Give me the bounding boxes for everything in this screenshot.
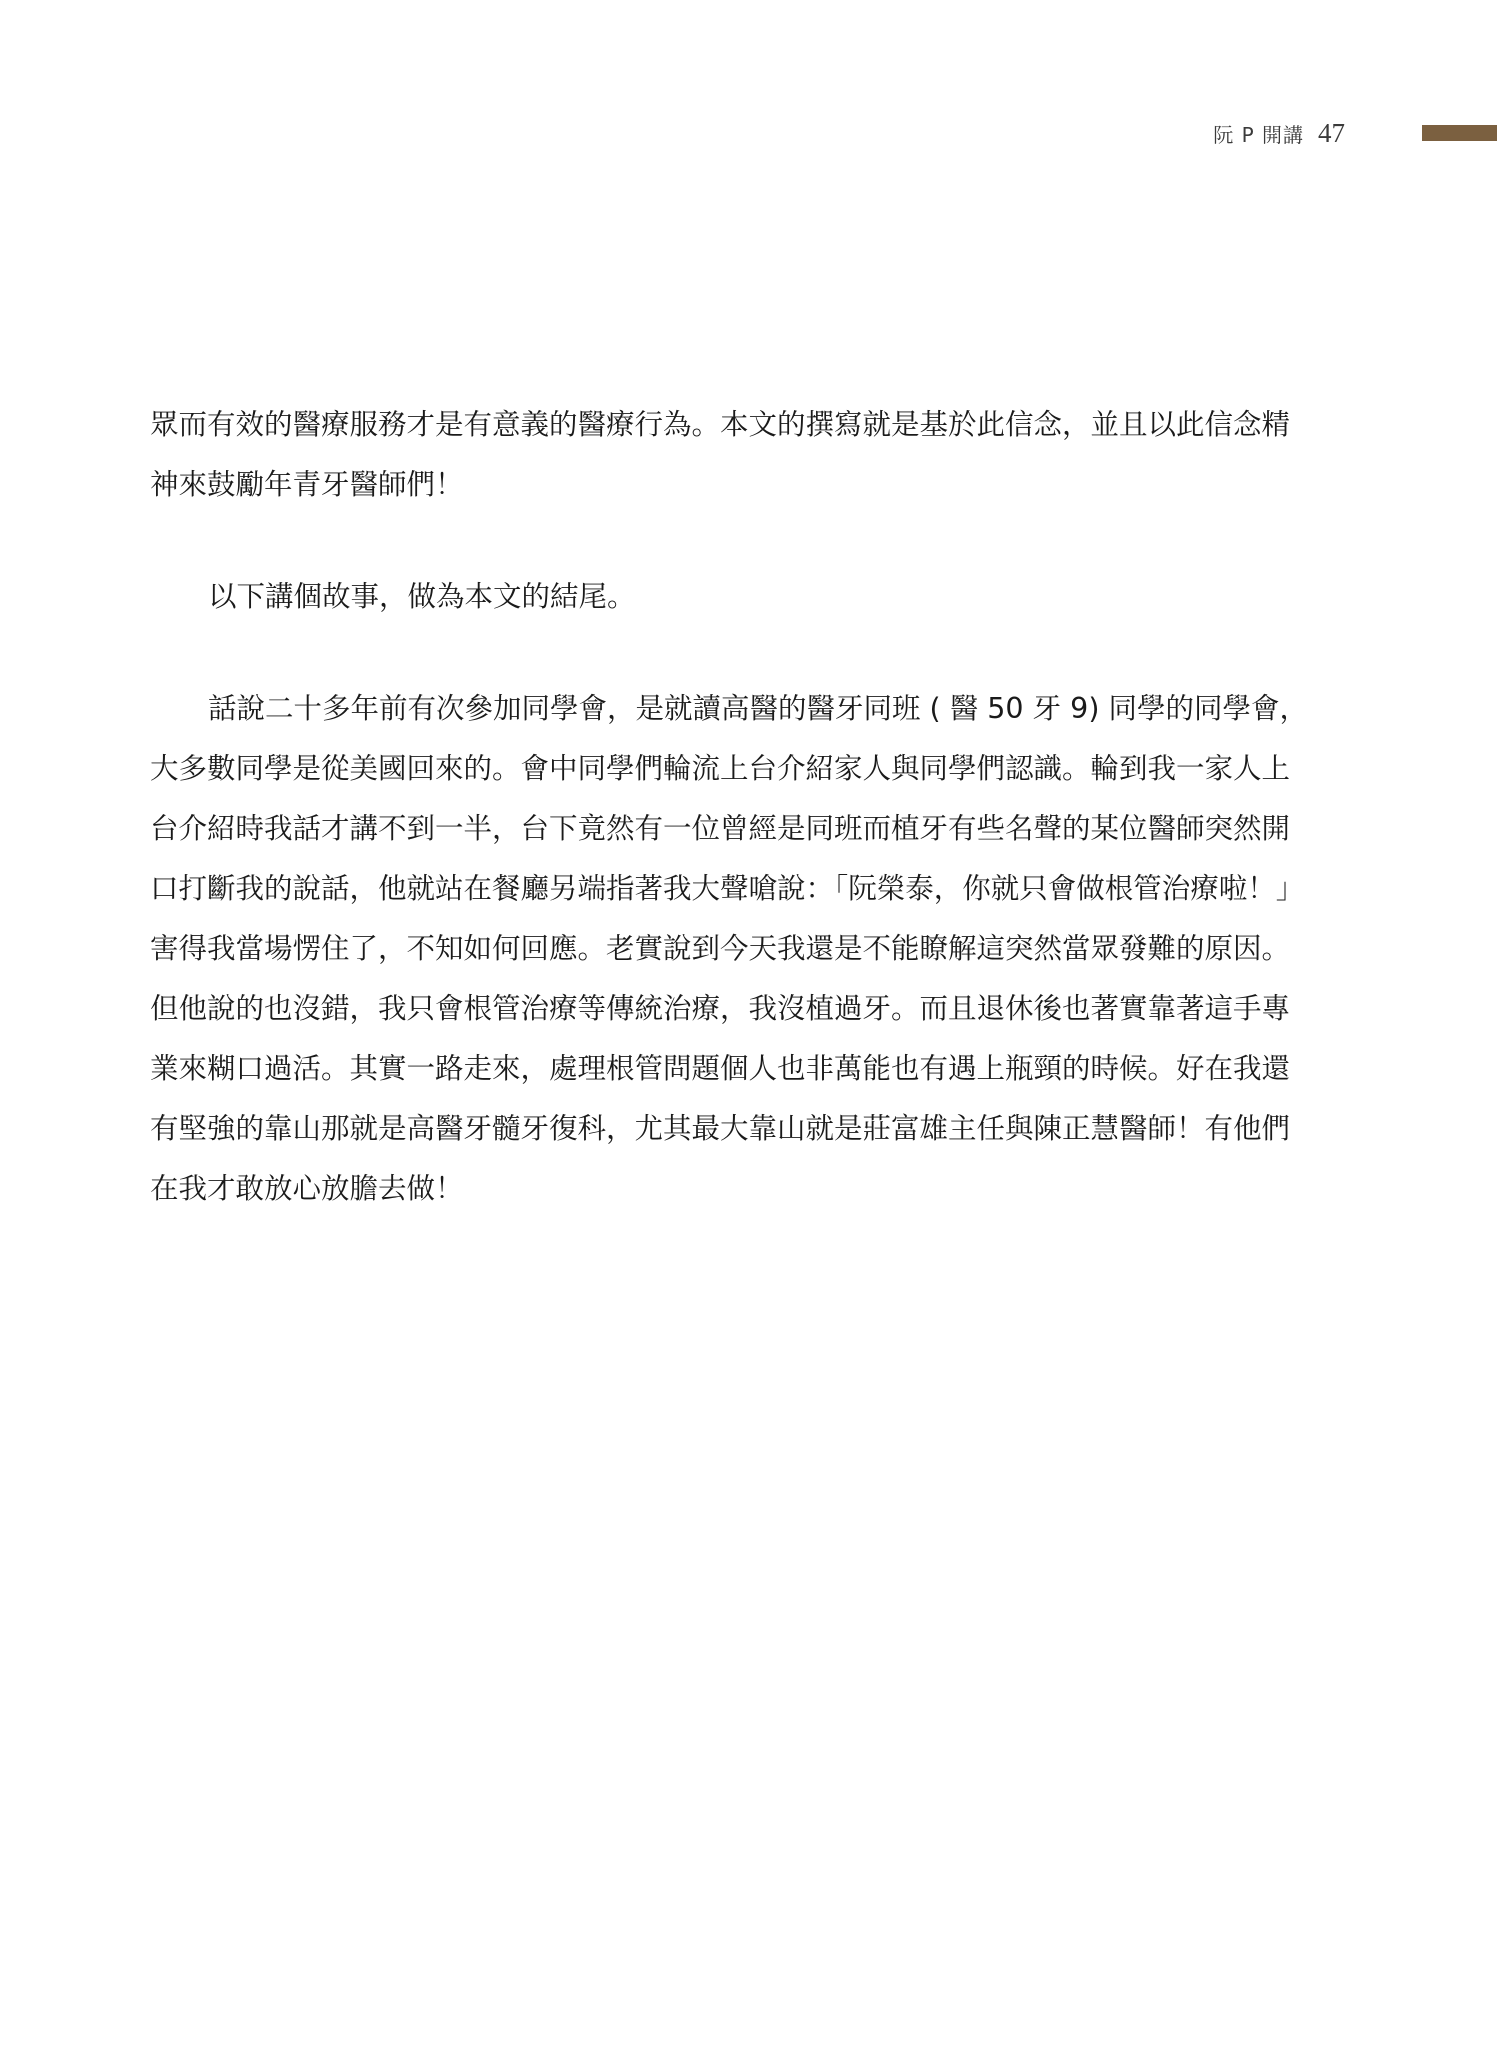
- text-line: 大多數同學是從美國回來的。會中同學們輪流上台介紹家人與同學們認識。輪到我一家人上: [150, 752, 1291, 785]
- text-line: 台介紹時我話才講不到一半，台下竟然有一位曾經是同班而植牙有些名聲的某位醫師突然開: [150, 812, 1291, 845]
- text-line: 以下講個故事，做為本文的結尾。: [208, 580, 636, 613]
- text-line: 但他說的也沒錯，我只會根管治療等傳統治療，我沒植過牙。而且退休後也著實靠著這手專: [150, 992, 1291, 1025]
- text-line: 在我才敢放心放膽去做！: [150, 1172, 464, 1205]
- paragraph-1: [150, 395, 1350, 515]
- text-line: 神來鼓勵年青牙醫師們！: [150, 468, 464, 501]
- text-line: 眾而有效的醫療服務才是有意義的醫療行為。本文的撰寫就是基於此信念，並且以此信念精: [150, 408, 1291, 441]
- running-header: [1213, 118, 1345, 152]
- paragraph-2: [150, 567, 1350, 627]
- text-line: 業來糊口過活。其實一路走來，處理根管問題個人也非萬能也有遇上瓶頸的時候。好在我還: [150, 1052, 1291, 1085]
- text-line: 話說二十多年前有次參加同學會，是就讀高醫的醫牙同班 ( 醫 50 牙 9) 同學的同學會，: [208, 692, 1308, 725]
- page-number: 47: [1318, 118, 1345, 148]
- text-line: 害得我當場愣住了，不知如何回應。老實說到今天我還是不能瞭解這突然當眾發難的原因。: [150, 932, 1291, 965]
- body-text: [150, 395, 1350, 1219]
- text-line: 口打斷我的說話，他就站在餐廳另端指著我大聲嗆說：「阮榮泰，你就只會做根管治療啦！」: [150, 872, 1305, 905]
- text-line: 有堅強的靠山那就是高醫牙髓牙復科，尤其最大靠山就是莊富雄主任與陳正慧醫師！有他們: [150, 1112, 1291, 1145]
- running-title: 阮 P 開講: [1213, 123, 1304, 147]
- paragraph-3: [150, 679, 1350, 1219]
- header-accent-bar: [1422, 125, 1497, 141]
